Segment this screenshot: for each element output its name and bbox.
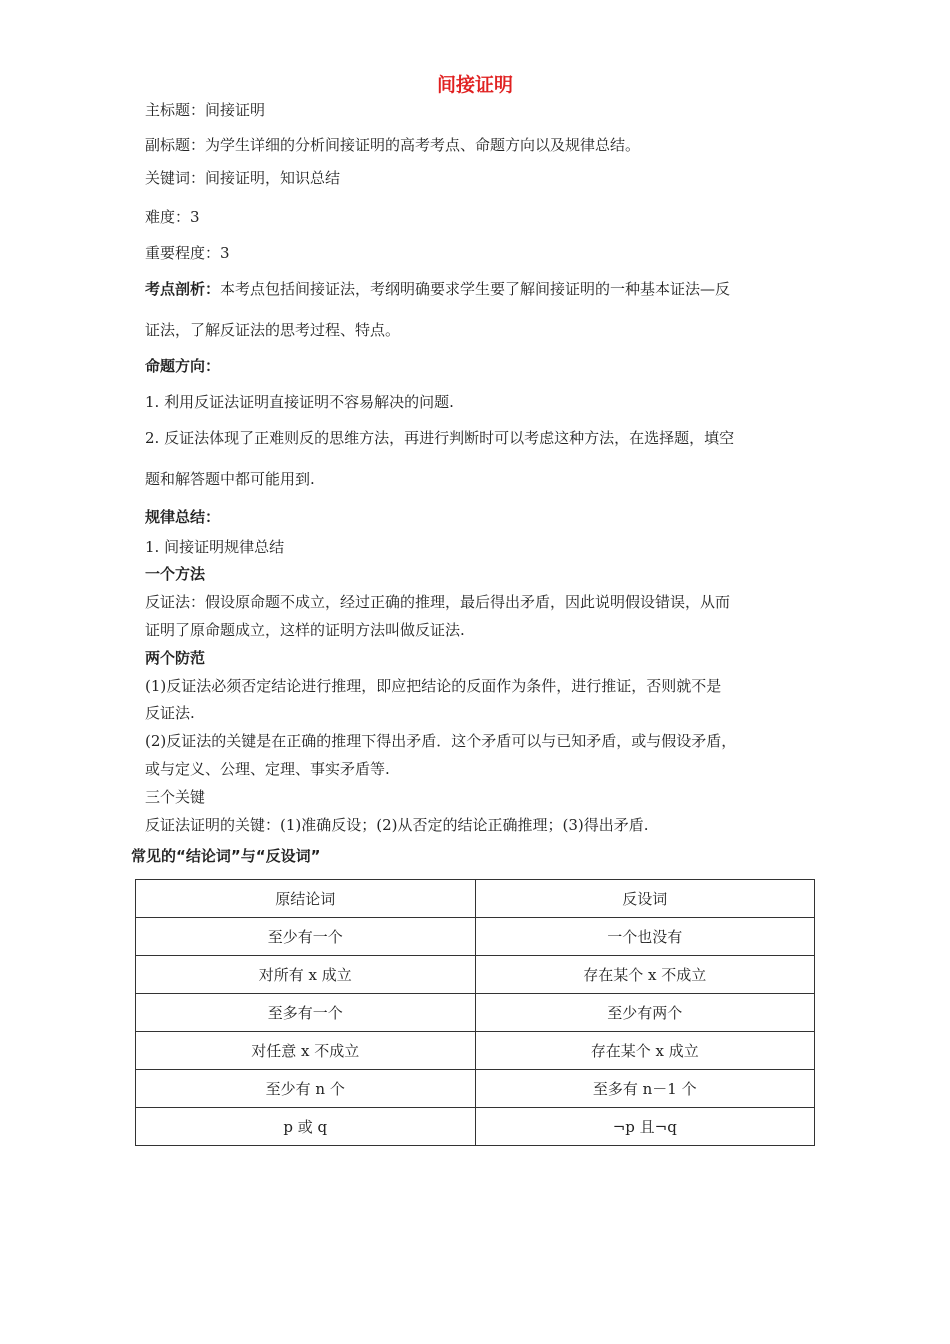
table-cell: 至少有 n 个 [136,1070,476,1108]
table-row [136,918,815,956]
importance-line: 重要程度：3 [145,244,230,262]
conclusion-negation-table [135,879,815,1146]
table-cell: ¬p 且¬q [475,1108,815,1146]
guard-1a: (1)反证法必须否定结论进行推理，即应把结论的反面作为条件，进行推证，否则就不是 [145,677,722,695]
table-cell: 至多有一个 [136,994,476,1032]
table-cell: 对所有 x 成立 [136,956,476,994]
table-row [136,956,815,994]
three-keys-heading: 三个关键 [145,788,206,806]
direction-item-1: 1. 利用反证法证明直接证明不容易解决的问题. [145,393,454,411]
page-title: 间接证明 [436,74,513,96]
table-cell: 至多有 n－1 个 [475,1070,815,1108]
guard-2a: (2)反证法的关键是在正确的推理下得出矛盾．这个矛盾可以与已知矛盾，或与假设矛盾， [145,732,737,750]
table-cell: p 或 q [136,1108,476,1146]
table-caption: 常见的“结论词”与“反设词” [131,847,321,865]
direction-heading: 命题方向： [145,357,221,375]
analysis-paragraph [145,279,730,299]
analysis-label: 考点剖析： [145,280,221,298]
difficulty-line: 难度：3 [145,208,200,226]
direction-item-2a: 2. 反证法体现了正难则反的思维方法，再进行判断时可以考虑这种方法，在选择题，填空 [145,429,735,447]
summary-item-1: 1. 间接证明规律总结 [145,538,285,556]
table-row [136,994,815,1032]
table-cell: 对任意 x 不成立 [136,1032,476,1070]
analysis-text-1: 本考点包括间接证法，考纲明确要求学生要了解间接证明的一种基本证法—反 [220,280,731,298]
table-header-cell: 原结论词 [136,880,476,918]
analysis-text-2: 证法，了解反证法的思考过程、特点。 [145,321,401,339]
table-cell: 存在某个 x 成立 [475,1032,815,1070]
table-cell: 存在某个 x 不成立 [475,956,815,994]
table-header-cell: 反设词 [475,880,815,918]
table-row [136,1032,815,1070]
guard-1b: 反证法. [145,704,195,722]
table-cell: 一个也没有 [475,918,815,956]
keywords-line: 关键词：间接证明，知识总结 [145,169,341,187]
keys-text: 反证法证明的关键：(1)准确反设；(2)从否定的结论正确推理；(3)得出矛盾. [145,816,649,834]
subtitle-line: 副标题：为学生详细的分析间接证明的高考考点、命题方向以及规律总结。 [145,136,641,154]
table-header-row [136,880,815,918]
two-guards-heading: 两个防范 [145,649,206,667]
table-row [136,1108,815,1146]
method-text-b: 证明了原命题成立，这样的证明方法叫做反证法. [145,621,465,639]
main-title-line: 主标题：间接证明 [145,101,266,119]
table-cell: 至少有两个 [475,994,815,1032]
method-text-a: 反证法：假设原命题不成立，经过正确的推理，最后得出矛盾，因此说明假设错误，从而 [145,593,731,611]
guard-2b: 或与定义、公理、定理、事实矛盾等. [145,760,390,778]
summary-heading: 规律总结： [145,508,221,526]
one-method-heading: 一个方法 [145,565,206,583]
direction-item-2b: 题和解答题中都可能用到. [145,470,315,488]
table-row [136,1070,815,1108]
table-cell: 至少有一个 [136,918,476,956]
